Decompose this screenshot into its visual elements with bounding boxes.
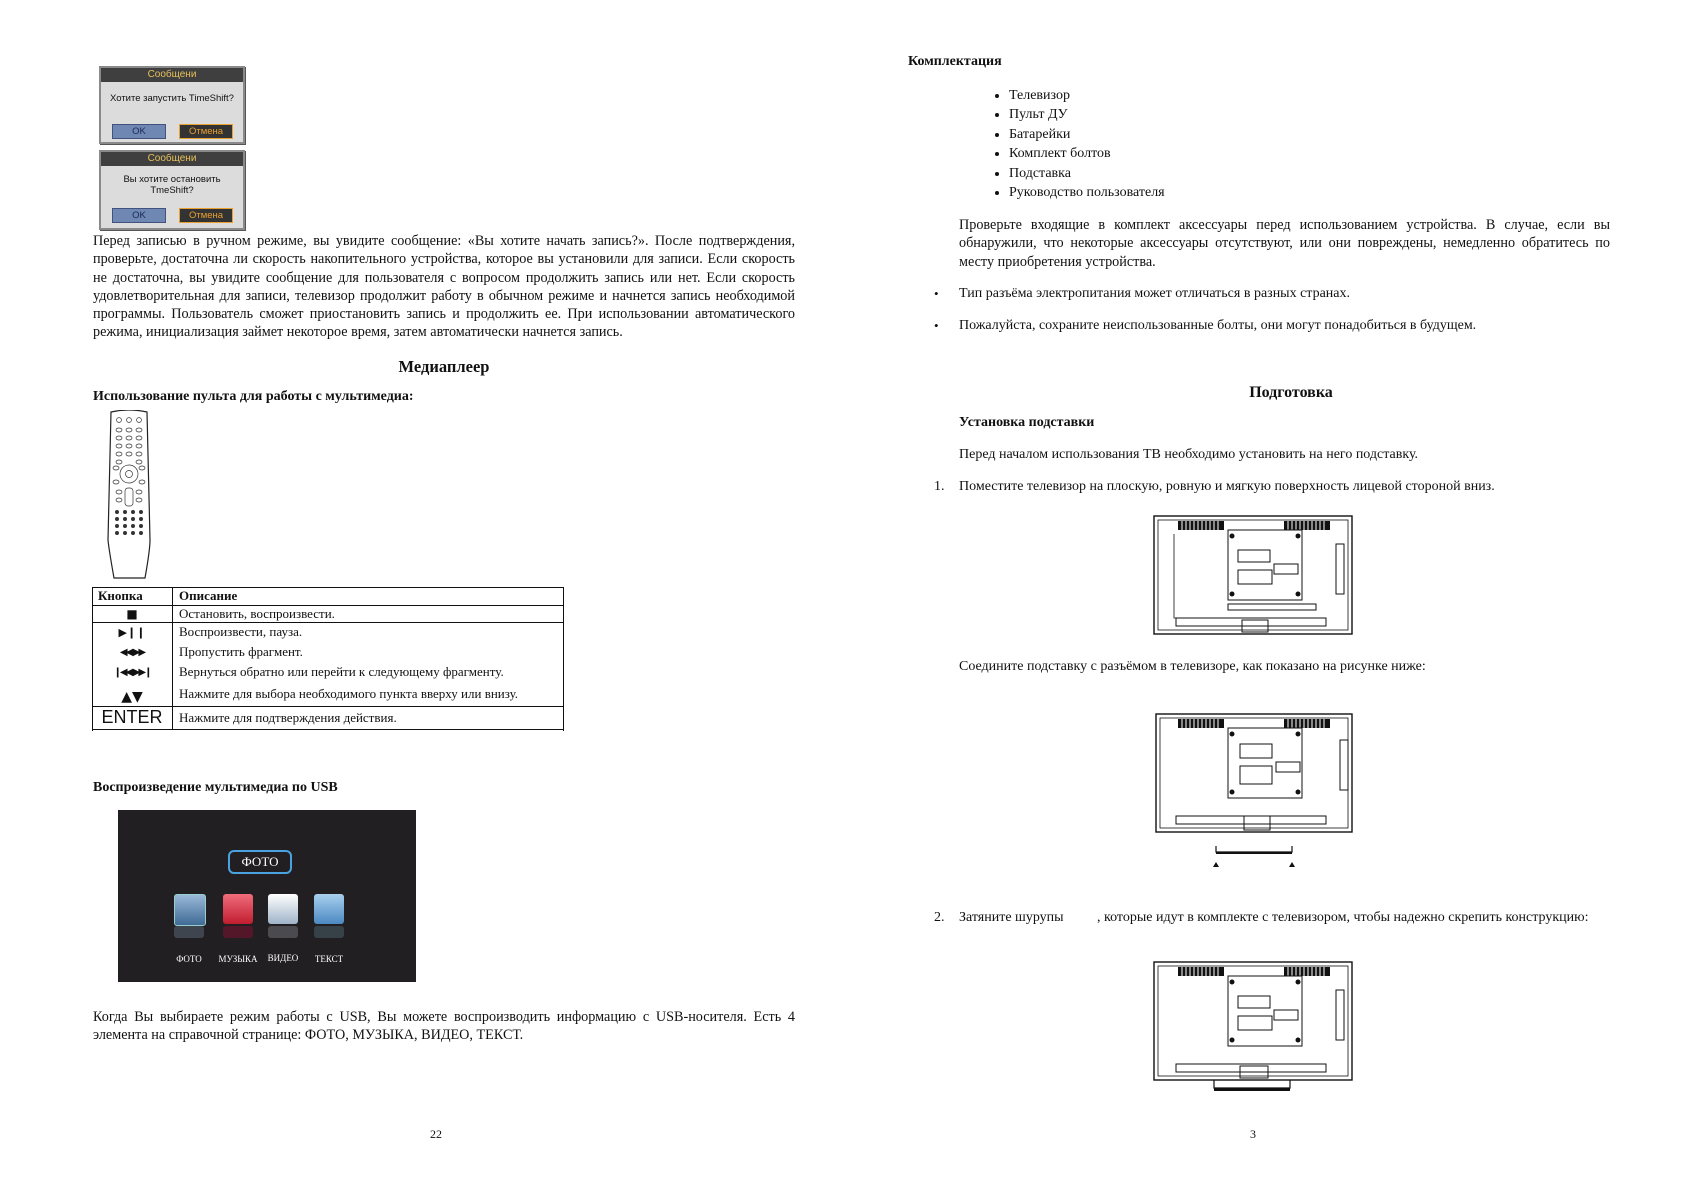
cancel-button[interactable]: Отмена <box>179 124 233 139</box>
kit-heading: Комплектация <box>908 54 1002 69</box>
table-left-rule <box>92 587 93 731</box>
step2-text-start: Затяните шурупы <box>959 910 1064 925</box>
usb-paragraph: Когда Вы выбираете режим работы с USB, Вы можете воспроизводить информацию с USB-носителя. Есть 4 элемента на справочной странице: ФОТО, МУЗЫКА, ВИДЕО, ТЕКСТ. <box>93 1009 795 1044</box>
list-item: • Телевизор <box>1009 86 1165 105</box>
timeshift-stop-dialog <box>99 150 245 230</box>
row-description: Вернуться обратно или перейти к следующему фрагменту. <box>179 664 504 679</box>
check-paragraph: Проверьте входящие в комплект аксессуары перед использованием устройства. В случае, если вы обнаружили, что некоторые аксессуары отсутствуют, или они повреждены, немедленно обратитесь по месту приобретения устройства. <box>959 217 1610 270</box>
tv-back-illustration-2 <box>1154 712 1354 872</box>
table-row <box>92 622 564 642</box>
step1-text: Поместите телевизор на плоскую, ровную и мягкую поверхность лицевой стороной вниз. <box>959 479 1495 494</box>
list-item: • Руководство пользователя <box>1009 183 1165 202</box>
dialog-title: Сообщени <box>101 152 243 166</box>
header-key: Кнопка <box>92 588 173 605</box>
stand-intro: Перед началом использования ТВ необходимо установить на него подставку. <box>959 447 1419 462</box>
note-power-plug: Тип разъёма электропитания может отличаться в разных странах. <box>959 286 1351 301</box>
video-icon[interactable] <box>268 894 298 924</box>
text-icon[interactable] <box>314 894 344 924</box>
stand-heading: Установка подставки <box>959 415 1095 430</box>
connect-text: Соедините подставку с разъёмом в телевизоре, как показано на рисунке ниже: <box>959 659 1426 674</box>
rewind-forward-key-icon: ◀◀ ▶▶ <box>92 642 173 662</box>
music-icon[interactable] <box>223 894 253 924</box>
ok-button[interactable]: OK <box>112 124 166 139</box>
list-item: • Комплект болтов <box>1009 144 1165 163</box>
step1-number: 1. <box>934 479 945 494</box>
reflection-decor <box>314 926 344 938</box>
row-description: Пропустить фрагмент. <box>179 644 303 659</box>
tv-back-illustration-3 <box>1152 960 1354 1096</box>
media-player-title: Медиаплеер <box>398 357 490 376</box>
list-item: • Батарейки <box>1009 125 1165 144</box>
play-pause-key-icon: ▶❙❙ <box>92 622 173 642</box>
kit-list <box>980 86 1165 202</box>
table-row <box>92 605 564 622</box>
list-item: • Пульт ДУ <box>1009 105 1165 124</box>
cancel-button[interactable]: Отмена <box>179 208 233 223</box>
dialog-message-line1: Вы хотите остановить <box>123 174 221 185</box>
media-keys-table <box>92 588 564 730</box>
bullet-icon: • <box>934 318 939 333</box>
dialog-title: Сообщени <box>101 68 243 82</box>
table-row <box>92 662 564 682</box>
usb-heading: Воспроизведение мультимедиа по USB <box>93 780 338 795</box>
usb-media-screen <box>118 810 416 982</box>
bullet-icon: • <box>934 286 939 301</box>
step2-number: 2. <box>934 910 945 925</box>
table-row <box>92 682 564 706</box>
reflection-decor <box>174 926 204 938</box>
video-label: ВИДЕО <box>267 953 299 963</box>
enter-key-label: ENTER <box>92 706 173 729</box>
preparation-title: Подготовка <box>1249 384 1333 401</box>
list-item: • Подставка <box>1009 164 1165 183</box>
table-row <box>92 706 564 729</box>
table-row <box>92 642 564 662</box>
page-number-right: 3 <box>1250 1127 1256 1141</box>
table-header-row <box>92 588 564 605</box>
note-bolts: Пожалуйста, сохраните неиспользованные болты, они могут понадобиться в будущем. <box>959 318 1477 333</box>
timeshift-start-dialog <box>99 66 245 144</box>
reflection-decor <box>223 926 253 938</box>
row-description: Остановить, воспроизвести. <box>179 605 335 621</box>
header-description: Описание <box>179 588 238 604</box>
photo-label: ФОТО <box>176 954 202 964</box>
record-paragraph: Перед записью в ручном режиме, вы увидите сообщение: «Вы хотите начать запись?». После подтверждения, проверьте, достаточна ли скорость накопительного устройства, которое вы установили для записи. Если скорость не достаточна, вы увидите сообщение для пользователя с вопросом продолжить запись или нет. Если скорость удовлетворительная для записи, телевизор продолжит работу в обычном режиме и начнется запись необходимой программы. Пользователь сможет приостановить запись и продолжить ее. При использовании автоматического режима, инициализация займет некоторое время, затем автоматически начнется запись. <box>93 233 795 341</box>
remote-control-illustration <box>105 410 153 580</box>
row-description: Воспроизвести, пауза. <box>179 624 303 640</box>
selected-category-box[interactable]: ФОТО <box>228 850 292 874</box>
table-right-rule <box>563 587 564 731</box>
photo-icon[interactable] <box>174 894 206 926</box>
tv-back-illustration-1 <box>1152 514 1354 638</box>
row-description: Нажмите для выбора необходимого пункта вверху или внизу. <box>179 685 519 701</box>
dialog-message-line2: TmeShift? <box>150 185 194 196</box>
ok-button[interactable]: OK <box>112 208 166 223</box>
text-label: ТЕКСТ <box>314 954 344 964</box>
dialog-message: Хотите запустить TimeShift? <box>110 93 234 104</box>
row-description: Нажмите для подтверждения действия. <box>179 709 397 725</box>
up-down-key-icon: ▲▼ <box>92 682 173 706</box>
prev-next-key-icon: ❙◀◀ ▶▶❙ <box>92 662 173 682</box>
music-label: МУЗЫКА <box>218 954 258 964</box>
remote-heading: Использование пульта для работы с мультимедиа: <box>93 389 414 404</box>
step2-text-end: , которые идут в комплекте с телевизором, чтобы надежно скрепить конструкцию: <box>1097 910 1589 925</box>
stop-key-icon: ■ <box>92 605 173 622</box>
page-number-left: 22 <box>430 1127 442 1141</box>
reflection-decor <box>268 926 298 938</box>
